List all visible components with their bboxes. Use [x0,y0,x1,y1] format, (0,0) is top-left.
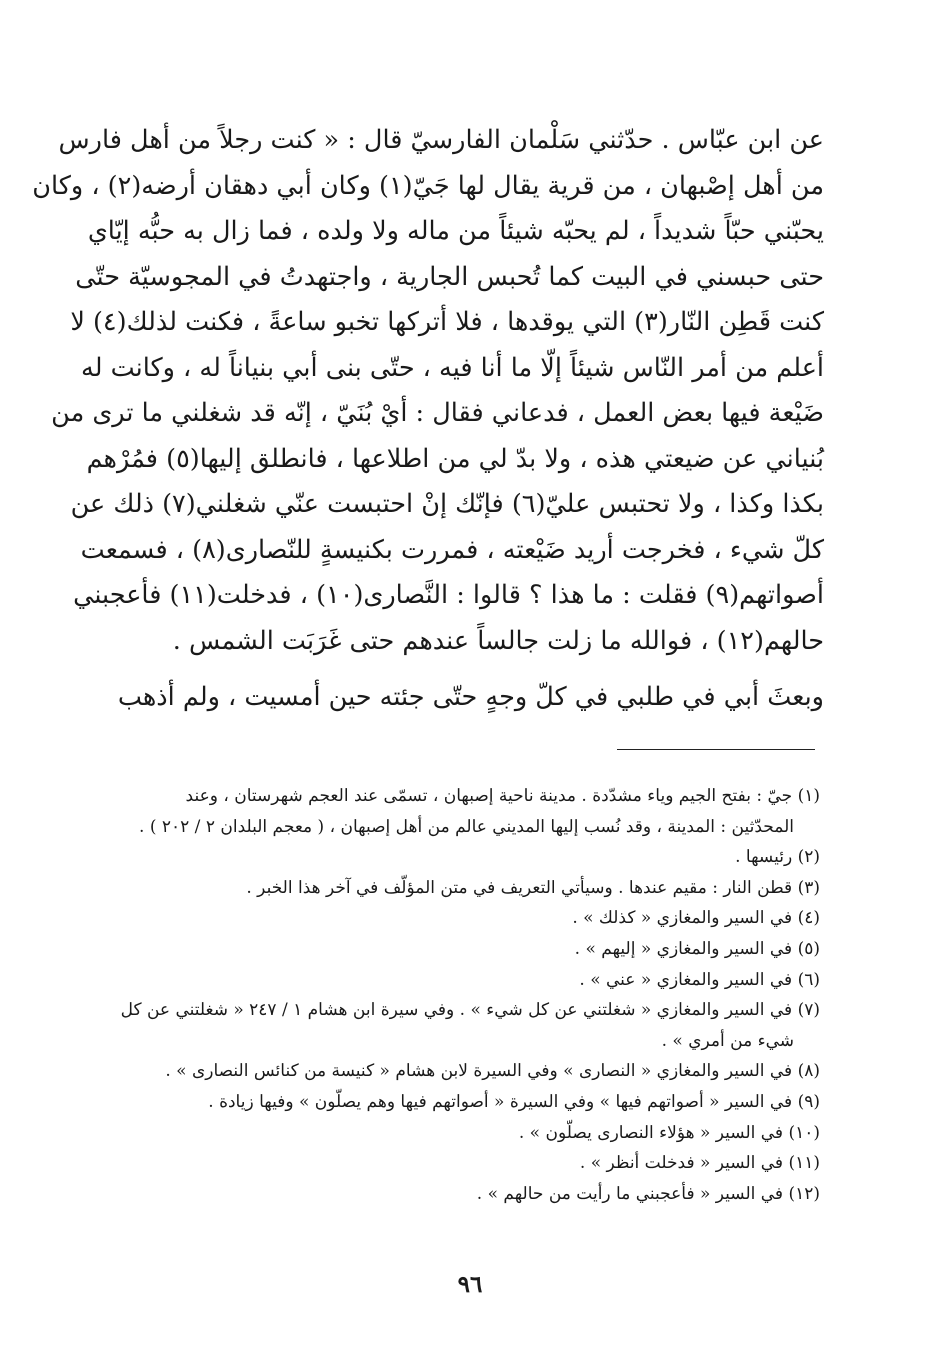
paragraph-gap [112,664,824,675]
page-number: ٩٦ [457,1271,483,1298]
main-text-line: أعلم من أمر النّاس شيئاً إلّا ما أنا فيه ، حتّى بنى أبي بنياناً له ، وكانت له [81,352,824,383]
footnote-3: (٣) قطن النار : مقيم عندها . وسيأتي التعريف في متن المؤلّف في آخر هذا الخبر . [246,877,820,898]
main-text-line: حالهم(١٢) ، فوالله ما زلت جالساً عندهم حتى غَرَبَت الشمس . [172,625,824,656]
main-text-line: عن ابن عبّاس . حدّثني سَلْمان الفارسيّ قال : « كنت رجلاً من أهل فارس [58,125,824,155]
main-text-block [32,118,824,721]
main-text-continuation-line: وبعثَ أبي في طلبي في كلّ وجهٍ حتّى جئته حين أمسيت ، ولم أذهب [117,682,824,712]
footnote-6: (٦) في السير والمغازي « عني » . [579,969,820,990]
main-text-line: ضَيْعة فيها بعض العمل ، فدعاني فقال : أيْ بُنَيّ ، إنّه قد شغلني ما ترى من [51,398,824,428]
main-text-line: كلّ شيء ، فخرجت أريد ضَيْعته ، فمررت بكنيسةٍ للنّصارى(٨) ، فسمعت [80,534,824,565]
footnote-10: (١٠) في السير « هؤلاء النصارى يصلّون » . [518,1122,820,1143]
footnote-1-continuation: المحدّثين : المدينة ، وقد نُسب إليها المديني عالم من أهل إصبهان ، ( معجم البلدان ٢ / ٢٠٢ ) . [139,816,794,837]
footnote-7-continuation: شيء من أمري » . [661,1030,794,1051]
main-text-line: بكذا وكذا ، ولا تحتبس عليّ(٦) فإنّك إنْ احتبست عنّي شغلني(٧) ذلك عن [70,489,824,519]
footnotes-block [104,781,820,1209]
footnote-4: (٤) في السير والمغازي « كذلك » . [572,908,820,929]
footnote-2: (٢) رئيسها . [735,847,820,868]
footnote-5: (٥) في السير والمغازي « إليهم » . [574,938,820,959]
main-text-line: من أهل إصْبهان ، من قرية يقال لها جَيّ(١) وكان أبي دهقان أرضه(٢) ، وكان [32,170,824,201]
footnote-9: (٩) في السير « أصواتهم فيها » وفي السيرة « أصواتهم فيها وهم يصلّون » وفيها زيادة . [208,1091,820,1112]
main-text-line: كنت قَطِن النّار(٣) التي يوقدها ، فلا أتركها تخبو ساعةً ، فكنت لذلك(٤) لا [70,307,824,337]
footnote-1: (١) جيّ : بفتح الجيم وياء مشدّدة . مدينة ناحية إصبهان ، تسمّى عند العجم شهرستان ، وعند [185,786,820,806]
main-text-line: بُنياني عن ضيعتي هذه ، ولا بدّ لي من اطلاعها ، فانطلق إليها(٥) فمُرْهم [86,443,824,474]
main-text-line: حتى حبسني في البيت كما تُحبس الجارية ، واجتهدتُ في المجوسيّة حتّى [75,261,824,292]
footnote-12: (١٢) في السير « فأعجبني ما رأيت من حالهم » . [476,1183,820,1204]
footnote-separator [617,749,815,750]
main-text-line: يحبّني حبّاً شديداً ، لم يحبّه شيئاً من ماله ولا ولده ، فما زال به حبُّه إيّاي [87,216,824,246]
footnote-8: (٨) في السير والمغازي « النصارى » وفي السيرة لابن هشام « كنيسة من كنائس النصارى » . [165,1061,820,1082]
footnote-7: (٧) في السير والمغازي « شغلتني عن كل شيء » . وفي سيرة ابن هشام ١ / ٢٤٧ « شغلتني عن كل [120,1000,820,1021]
footnote-11: (١١) في السير « فدخلت أنظر » . [579,1153,820,1174]
main-text-line: أصواتهم(٩) فقلت : ما هذا ؟ قالوا : النَّصارى(١٠) ، فدخلت(١١) فأعجبني [73,580,824,610]
